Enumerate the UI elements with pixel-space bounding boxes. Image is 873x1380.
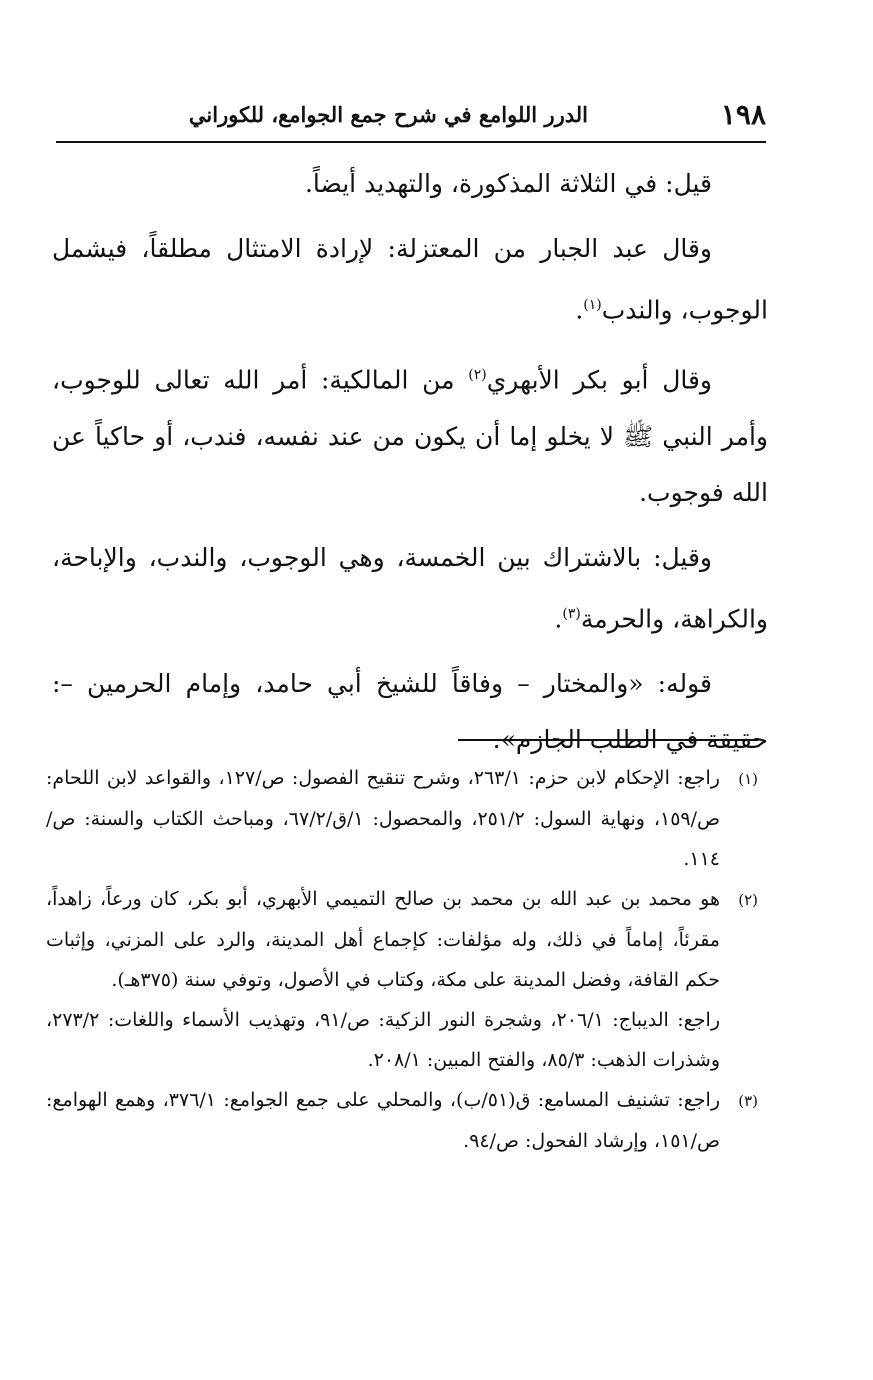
footnote-2-text: هو محمد بن عبد الله بن محمد بن صالح التميمي الأبهري، أبو بكر، كان ورعاً، زاهداً، مقرئاً، إماماً في ذلك، وله مؤلفات: كإجماع أهل المدينة، والرد على المزني، وإثبات حكم القافة، وفضل المدينة على مكة، وكتاب في الأصول، وتوفي سنة (٣٧٥هـ).	[46, 888, 720, 991]
page-number: ١٩٨	[720, 98, 766, 131]
footnote-2	[46, 879, 758, 1000]
footnote-2-mark: (٢)	[738, 891, 758, 909]
footnote-3-text: راجع: تشنيف المسامع: ق(٥١/ب)، والمحلي على جمع الجوامع: ٣٧٦/١، وهمع الهوامع: ص/١٥١، وإرشاد الفحول: ص/٩٤.	[46, 1089, 721, 1152]
paragraph-5: قوله: «والمختار – وفاقاً للشيخ أبي حامد، وإمام الحرمين –: حقيقة في الطلب الجازم».	[52, 668, 768, 754]
paragraph-2	[52, 221, 768, 338]
paragraph-2-text: وقال عبد الجبار من المعتزلة: لإرادة الامتثال مطلقاً، فيشمل الوجوب، والندب	[52, 234, 768, 325]
paragraph-2-end: .	[575, 295, 584, 325]
footnote-3	[46, 1080, 758, 1161]
main-text	[52, 156, 768, 777]
footnote-ref-3: (٣)	[562, 605, 581, 622]
paragraph-4-end: .	[554, 603, 563, 633]
footnotes	[46, 758, 758, 1161]
page-header	[56, 98, 766, 138]
footnote-separator	[458, 739, 758, 741]
paragraph-3-rest: من المالكية: أمر الله تعالى للوجوب، وأمر النبي ﷺ لا يخلو إما أن يكون من عند نفسه، فندب، أو حاكياً عن الله فوجوب.	[52, 365, 768, 507]
paragraph-4-text: وقيل: بالاشتراك بين الخمسة، وهي الوجوب، والندب، والإباحة، والكراهة، والحرمة	[52, 542, 768, 633]
running-title: الدرر اللوامع في شرح جمع الجوامع، للكوراني	[188, 102, 588, 127]
paragraph-4	[52, 530, 768, 647]
footnote-ref-2: (٢)	[468, 367, 487, 384]
footnote-ref-1: (١)	[583, 297, 602, 313]
footnote-1-text: راجع: الإحكام لابن حزم: ٢٦٣/١، وشرح تنقيح الفصول: ص/١٢٧، والقواعد لابن اللحام: ص/١٥٩، ونهاية السول: ٢٥١/٢، والمحصول: ١/ق/٦٧/٢، ومباحث الكتاب والسنة: ص/١١٤.	[46, 767, 720, 870]
footnote-2-sources: راجع: الديباج: ٢٠٦/١، وشجرة النور الزكية: ص/٩١، وتهذيب الأسماء واللغات: ٢٧٣/٢، وشذرات الذهب: ٨٥/٣، والفتح المبين: ٢٠٨/١.	[46, 1009, 720, 1071]
footnote-3-mark: (٣)	[738, 1092, 759, 1110]
paragraph-3-start: وقال أبو بكر الأبهري	[486, 365, 712, 395]
paragraph-1: قيل: في الثلاثة المذكورة، والتهديد أيضاً.	[304, 169, 712, 198]
footnote-1	[46, 758, 758, 879]
header-rule	[56, 141, 766, 143]
footnote-1-mark: (١)	[738, 770, 758, 788]
paragraph-3	[52, 347, 768, 520]
